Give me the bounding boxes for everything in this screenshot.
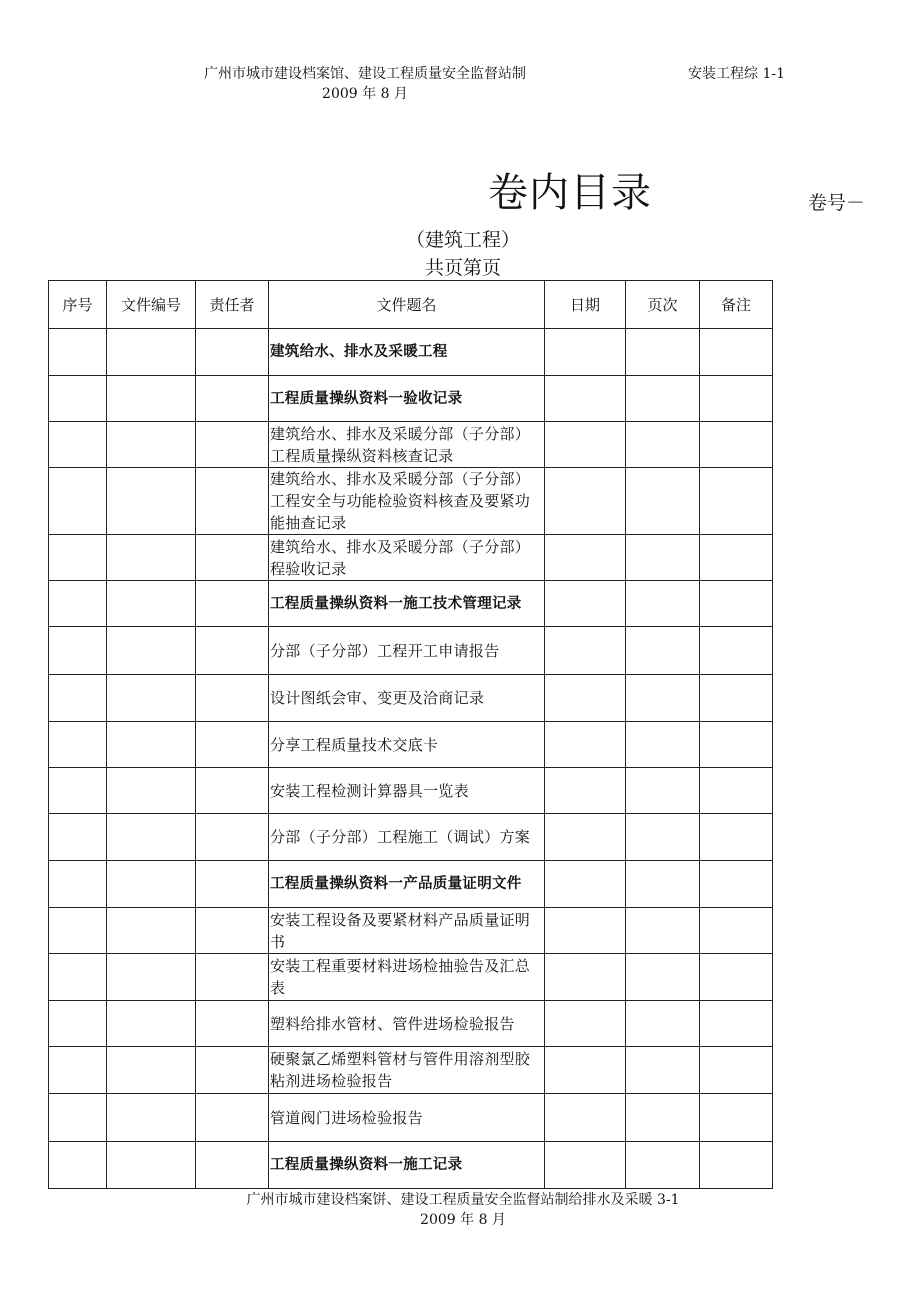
cell-index <box>49 1094 107 1142</box>
cell-responsible <box>196 581 269 627</box>
cell-responsible <box>196 1142 269 1189</box>
page-title: 卷内目录 <box>488 170 652 216</box>
cell-doc-number <box>107 1047 196 1094</box>
cell-page <box>626 581 700 627</box>
cell-remarks <box>700 908 773 954</box>
cell-doc-title: 建筑给水、排水及采暖分部（子分部）程验收记录 <box>269 535 545 581</box>
cell-date <box>545 535 626 581</box>
cell-remarks <box>700 535 773 581</box>
cell-remarks <box>700 768 773 814</box>
table-row <box>49 861 773 908</box>
header-org: 广州市城市建设档案馆、建设工程质量安全监督站制 <box>204 66 526 82</box>
cell-doc-number <box>107 1142 196 1189</box>
cell-index <box>49 954 107 1001</box>
table-row <box>49 1094 773 1142</box>
cell-remarks <box>700 422 773 468</box>
cell-page <box>626 422 700 468</box>
cell-date <box>545 329 626 376</box>
cell-page <box>626 1142 700 1189</box>
cell-index <box>49 422 107 468</box>
cell-page <box>626 814 700 861</box>
cell-date <box>545 1047 626 1094</box>
cell-doc-number <box>107 814 196 861</box>
cell-index <box>49 376 107 422</box>
table-row <box>49 814 773 861</box>
cell-index <box>49 814 107 861</box>
cell-date <box>545 1142 626 1189</box>
col-header-remarks: 备注 <box>700 281 773 329</box>
col-header-doc-number: 文件编号 <box>107 281 196 329</box>
cell-date <box>545 768 626 814</box>
cell-remarks <box>700 954 773 1001</box>
cell-remarks <box>700 376 773 422</box>
table-header-row <box>49 281 773 329</box>
cell-responsible <box>196 422 269 468</box>
cell-doc-number <box>107 908 196 954</box>
cell-remarks <box>700 1094 773 1142</box>
cell-page <box>626 468 700 535</box>
cell-date <box>545 954 626 1001</box>
cell-index <box>49 1001 107 1047</box>
table-row <box>49 329 773 376</box>
cell-page <box>626 1001 700 1047</box>
cell-doc-title: 管道阀门进场检验报告 <box>269 1094 545 1142</box>
cell-doc-title: 工程质量操纵资料一施工记录 <box>269 1142 545 1189</box>
col-header-responsible: 责任者 <box>196 281 269 329</box>
cell-remarks <box>700 581 773 627</box>
cell-responsible <box>196 1001 269 1047</box>
cell-responsible <box>196 1094 269 1142</box>
table-row <box>49 1142 773 1189</box>
volume-number-label: 卷号－ <box>808 192 866 214</box>
cell-index <box>49 627 107 675</box>
cell-remarks <box>700 675 773 722</box>
col-header-date: 日期 <box>545 281 626 329</box>
cell-index <box>49 581 107 627</box>
cell-index <box>49 1142 107 1189</box>
cell-responsible <box>196 675 269 722</box>
cell-remarks <box>700 1142 773 1189</box>
cell-doc-number <box>107 535 196 581</box>
cell-doc-number <box>107 861 196 908</box>
cell-page <box>626 861 700 908</box>
cell-doc-title: 分部（子分部）工程开工申请报告 <box>269 627 545 675</box>
cell-date <box>545 675 626 722</box>
cell-doc-title: 建筑给水、排水及采暖分部（子分部）工程质量操纵资料核查记录 <box>269 422 545 468</box>
cell-doc-title: 分享工程质量技术交底卡 <box>269 722 545 768</box>
table-row <box>49 581 773 627</box>
table-row <box>49 422 773 468</box>
table-row <box>49 468 773 535</box>
cell-remarks <box>700 627 773 675</box>
col-header-doc-title: 文件题名 <box>269 281 545 329</box>
cell-date <box>545 861 626 908</box>
cell-doc-title: 硬聚氯乙烯塑料管材与管件用溶剂型胶粘剂进场检验报告 <box>269 1047 545 1094</box>
cell-date <box>545 1094 626 1142</box>
cell-doc-title: 安装工程设备及要紧材料产品质量证明书 <box>269 908 545 954</box>
cell-date <box>545 376 626 422</box>
cell-doc-title: 安装工程检测计算器具一览表 <box>269 768 545 814</box>
cell-doc-number <box>107 468 196 535</box>
cell-date <box>545 908 626 954</box>
cell-doc-number <box>107 581 196 627</box>
cell-index <box>49 768 107 814</box>
cell-doc-number <box>107 627 196 675</box>
cell-responsible <box>196 814 269 861</box>
table-row <box>49 908 773 954</box>
cell-doc-title: 设计图纸会审、变更及洽商记录 <box>269 675 545 722</box>
cell-remarks <box>700 468 773 535</box>
footer-date: 2009 年 8 月 <box>420 1212 506 1228</box>
cell-doc-number <box>107 768 196 814</box>
header-block <box>150 64 580 104</box>
cell-index <box>49 908 107 954</box>
cell-doc-title: 分部（子分部）工程施工（调试）方案 <box>269 814 545 861</box>
page-count-line: 共页第页 <box>424 257 501 279</box>
table-row <box>49 768 773 814</box>
cell-doc-number <box>107 1001 196 1047</box>
table-row <box>49 954 773 1001</box>
cell-page <box>626 1047 700 1094</box>
cell-responsible <box>196 908 269 954</box>
cell-responsible <box>196 627 269 675</box>
cell-doc-title: 安装工程重要材料进场检抽验告及汇总表 <box>269 954 545 1001</box>
table-row <box>49 1001 773 1047</box>
table-row <box>49 722 773 768</box>
cell-page <box>626 329 700 376</box>
table-row <box>49 675 773 722</box>
cell-page <box>626 535 700 581</box>
cell-page <box>626 954 700 1001</box>
cell-page <box>626 768 700 814</box>
cell-remarks <box>700 861 773 908</box>
cell-remarks <box>700 722 773 768</box>
cell-doc-number <box>107 329 196 376</box>
cell-responsible <box>196 535 269 581</box>
cell-doc-number <box>107 376 196 422</box>
cell-date <box>545 722 626 768</box>
cell-index <box>49 468 107 535</box>
col-header-index: 序号 <box>49 281 107 329</box>
table-row <box>49 1047 773 1094</box>
cell-doc-title: 工程质量操纵资料一验收记录 <box>269 376 545 422</box>
cell-doc-title: 工程质量操纵资料一产品质量证明文件 <box>269 861 545 908</box>
cell-page <box>626 627 700 675</box>
cell-remarks <box>700 1047 773 1094</box>
cell-index <box>49 675 107 722</box>
cell-index <box>49 861 107 908</box>
col-header-page: 页次 <box>626 281 700 329</box>
cell-remarks <box>700 1001 773 1047</box>
cell-page <box>626 675 700 722</box>
cell-doc-number <box>107 675 196 722</box>
cell-responsible <box>196 722 269 768</box>
cell-doc-number <box>107 722 196 768</box>
cell-remarks <box>700 814 773 861</box>
cell-remarks <box>700 329 773 376</box>
cell-responsible <box>196 954 269 1001</box>
cell-responsible <box>196 329 269 376</box>
cell-responsible <box>196 1047 269 1094</box>
cell-date <box>545 422 626 468</box>
cell-doc-title: 建筑给水、排水及采暖分部（子分部）工程安全与功能检验资料核查及要紧功能抽查记录 <box>269 468 545 535</box>
cell-doc-number <box>107 954 196 1001</box>
cell-responsible <box>196 861 269 908</box>
table-row <box>49 376 773 422</box>
table-row <box>49 627 773 675</box>
cell-date <box>545 581 626 627</box>
cell-index <box>49 722 107 768</box>
cell-index <box>49 535 107 581</box>
cell-page <box>626 722 700 768</box>
cell-index <box>49 329 107 376</box>
footer <box>0 1190 920 1230</box>
cell-doc-title: 建筑给水、排水及采暖工程 <box>269 329 545 376</box>
cell-date <box>545 627 626 675</box>
catalog-table <box>48 280 773 1189</box>
cell-responsible <box>196 768 269 814</box>
cell-doc-number <box>107 422 196 468</box>
cell-doc-title: 工程质量操纵资料一施工技术管理记录 <box>269 581 545 627</box>
form-code: 安装工程综 1-1 <box>688 66 785 82</box>
cell-page <box>626 908 700 954</box>
subtitle: （建筑工程） <box>405 229 520 251</box>
cell-doc-title: 塑料给排水管材、管件进场检验报告 <box>269 1001 545 1047</box>
cell-responsible <box>196 376 269 422</box>
cell-date <box>545 814 626 861</box>
cell-doc-number <box>107 1094 196 1142</box>
cell-index <box>49 1047 107 1094</box>
footer-org: 广州市城市建设档案饼、建设工程质量安全监督站制给排水及采暖 3-1 <box>246 1192 680 1208</box>
cell-page <box>626 376 700 422</box>
cell-page <box>626 1094 700 1142</box>
header-date: 2009 年 8 月 <box>322 86 408 102</box>
table-row <box>49 535 773 581</box>
cell-date <box>545 1001 626 1047</box>
cell-responsible <box>196 468 269 535</box>
cell-date <box>545 468 626 535</box>
